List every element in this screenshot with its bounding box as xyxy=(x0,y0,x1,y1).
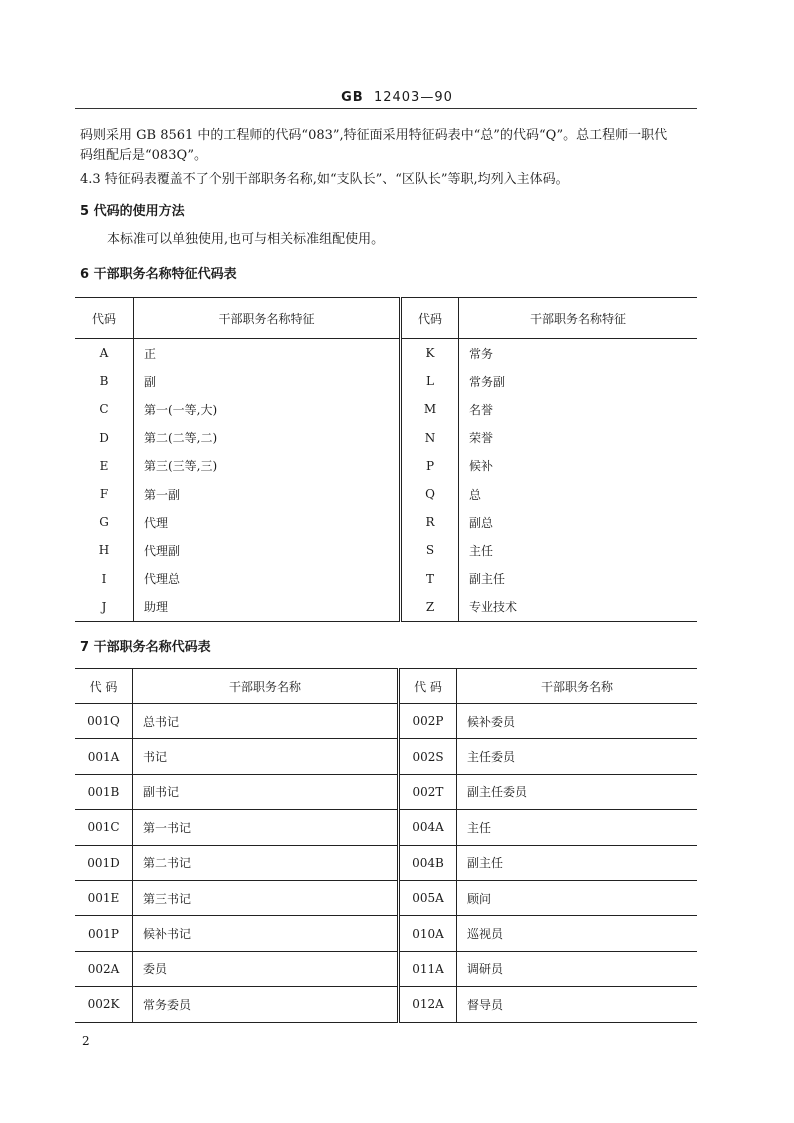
code-cell: Q xyxy=(401,480,459,508)
code-cell: 010A xyxy=(399,916,457,951)
position-cell: 主任委员 xyxy=(457,739,698,774)
column-header: 代 码 xyxy=(399,669,457,704)
code-cell: 005A xyxy=(399,880,457,915)
column-header: 干部职务名称特征 xyxy=(459,298,698,339)
feature-cell: 副总 xyxy=(459,508,698,536)
column-header: 干部职务名称 xyxy=(457,669,698,704)
feature-cell: 第一副 xyxy=(134,480,401,508)
code-cell: 002A xyxy=(75,951,133,986)
table-row xyxy=(75,845,697,880)
position-cell: 巡视员 xyxy=(457,916,698,951)
position-cell: 第一书记 xyxy=(133,810,399,845)
position-cell: 常务委员 xyxy=(133,987,399,1022)
section-5-text: 本标准可以单独使用,也可与相关标准组配使用。 xyxy=(107,232,385,247)
position-cell: 候补委员 xyxy=(457,704,698,739)
code-cell: G xyxy=(99,515,109,530)
column-header: 代码 xyxy=(401,298,459,339)
table-header-row xyxy=(75,298,697,339)
code-cell: P xyxy=(401,452,459,480)
feature-cell: 代理总 xyxy=(134,565,401,593)
table-row xyxy=(75,452,697,480)
feature-cell: 主任 xyxy=(459,536,698,564)
section-5-heading: 5 代码的使用方法 xyxy=(80,204,185,219)
position-cell: 副书记 xyxy=(133,774,399,809)
clause-4-3: 4.3 特征码表覆盖不了个别干部职务名称,如“支队长”、“区队长”等职,均列入主体码。 xyxy=(80,172,569,187)
code-cell: E xyxy=(99,458,109,473)
column-header: 干部职务名称 xyxy=(133,669,399,704)
feature-cell: 总 xyxy=(459,480,698,508)
position-cell: 督导员 xyxy=(457,987,698,1022)
table-row xyxy=(75,951,697,986)
feature-cell: 第二(二等,二) xyxy=(134,424,401,452)
code-cell: T xyxy=(401,565,459,593)
code-cell: N xyxy=(401,424,459,452)
table-row xyxy=(75,424,697,452)
position-code-table xyxy=(75,668,697,1023)
feature-cell: 专业技术 xyxy=(459,593,698,622)
table-row xyxy=(75,916,697,951)
feature-cell: 常务副 xyxy=(459,367,698,395)
feature-cell: 名誉 xyxy=(459,395,698,423)
table-row xyxy=(75,987,697,1022)
code-cell: F xyxy=(99,487,109,502)
feature-cell: 副主任 xyxy=(459,565,698,593)
feature-cell: 代理副 xyxy=(134,536,401,564)
code-cell: A xyxy=(99,346,109,361)
table-row xyxy=(75,704,697,739)
table-row xyxy=(75,774,697,809)
code-cell: Z xyxy=(401,593,459,622)
table-row xyxy=(75,880,697,915)
position-cell: 顾问 xyxy=(457,880,698,915)
code-cell: 004B xyxy=(399,845,457,880)
table-row xyxy=(75,395,697,423)
code-cell: 001D xyxy=(75,845,133,880)
position-cell: 副主任 xyxy=(457,845,698,880)
table-row xyxy=(75,565,697,593)
code-cell: 001B xyxy=(75,774,133,809)
code-cell: 001Q xyxy=(75,704,133,739)
table-header-row xyxy=(75,669,697,704)
feature-cell: 代理 xyxy=(134,508,401,536)
code-cell: 002K xyxy=(87,997,120,1012)
code-cell: L xyxy=(401,367,459,395)
feature-cell: 第三(三等,三) xyxy=(134,452,401,480)
code-cell: B xyxy=(99,374,109,389)
code-cell: 012A xyxy=(399,987,457,1022)
position-cell: 第二书记 xyxy=(133,845,399,880)
code-cell: 001A xyxy=(75,739,133,774)
standard-prefix: GB xyxy=(341,90,364,105)
page-header xyxy=(0,90,794,105)
position-cell: 第三书记 xyxy=(133,880,399,915)
column-header: 干部职务名称特征 xyxy=(134,298,401,339)
feature-cell: 常务 xyxy=(459,339,698,368)
table-row xyxy=(75,593,697,622)
code-cell: 002P xyxy=(399,704,457,739)
header-divider xyxy=(75,108,697,109)
feature-cell: 助理 xyxy=(134,593,401,622)
code-cell: 001P xyxy=(75,916,133,951)
code-cell: 002T xyxy=(399,774,457,809)
section-6-heading: 6 干部职务名称特征代码表 xyxy=(80,267,237,282)
position-cell: 调研员 xyxy=(457,951,698,986)
code-cell: 011A xyxy=(399,951,457,986)
feature-cell: 荣誉 xyxy=(459,424,698,452)
position-cell: 委员 xyxy=(133,951,399,986)
table-row xyxy=(75,339,697,368)
code-cell: S xyxy=(401,536,459,564)
column-header: 代 码 xyxy=(75,669,133,704)
code-cell: D xyxy=(99,430,109,445)
table-row xyxy=(75,367,697,395)
code-cell: J xyxy=(101,599,107,614)
code-cell: C xyxy=(99,402,109,417)
position-cell: 副主任委员 xyxy=(457,774,698,809)
code-cell: 004A xyxy=(399,810,457,845)
code-cell: 002S xyxy=(399,739,457,774)
section-7-heading: 7 干部职务名称代码表 xyxy=(80,640,211,655)
code-cell: H xyxy=(98,543,110,558)
feature-cell: 第一(一等,大) xyxy=(134,395,401,423)
position-cell: 总书记 xyxy=(133,704,399,739)
code-cell: R xyxy=(401,508,459,536)
code-cell: I xyxy=(101,571,107,586)
table-row xyxy=(75,536,697,564)
table-row xyxy=(75,480,697,508)
position-cell: 书记 xyxy=(133,739,399,774)
feature-cell: 正 xyxy=(134,339,401,368)
paragraph-line: 码则采用 GB 8561 中的工程师的代码“083”,特征面采用特征码表中“总”的代码“Q”。总工程师一职代 xyxy=(80,128,668,143)
code-cell: 001E xyxy=(75,880,133,915)
feature-cell: 副 xyxy=(134,367,401,395)
page-number: 2 xyxy=(82,1034,90,1048)
table-row xyxy=(75,739,697,774)
position-cell: 主任 xyxy=(457,810,698,845)
code-cell: M xyxy=(401,395,459,423)
feature-code-table xyxy=(75,297,697,622)
feature-cell: 候补 xyxy=(459,452,698,480)
code-cell: 001C xyxy=(75,810,133,845)
table-row xyxy=(75,508,697,536)
code-cell: K xyxy=(401,339,459,368)
standard-number: 12403—90 xyxy=(373,90,453,105)
paragraph-line: 码组配后是“083Q”。 xyxy=(80,148,208,163)
table-row xyxy=(75,810,697,845)
position-cell: 候补书记 xyxy=(133,916,399,951)
column-header: 代码 xyxy=(75,298,134,339)
